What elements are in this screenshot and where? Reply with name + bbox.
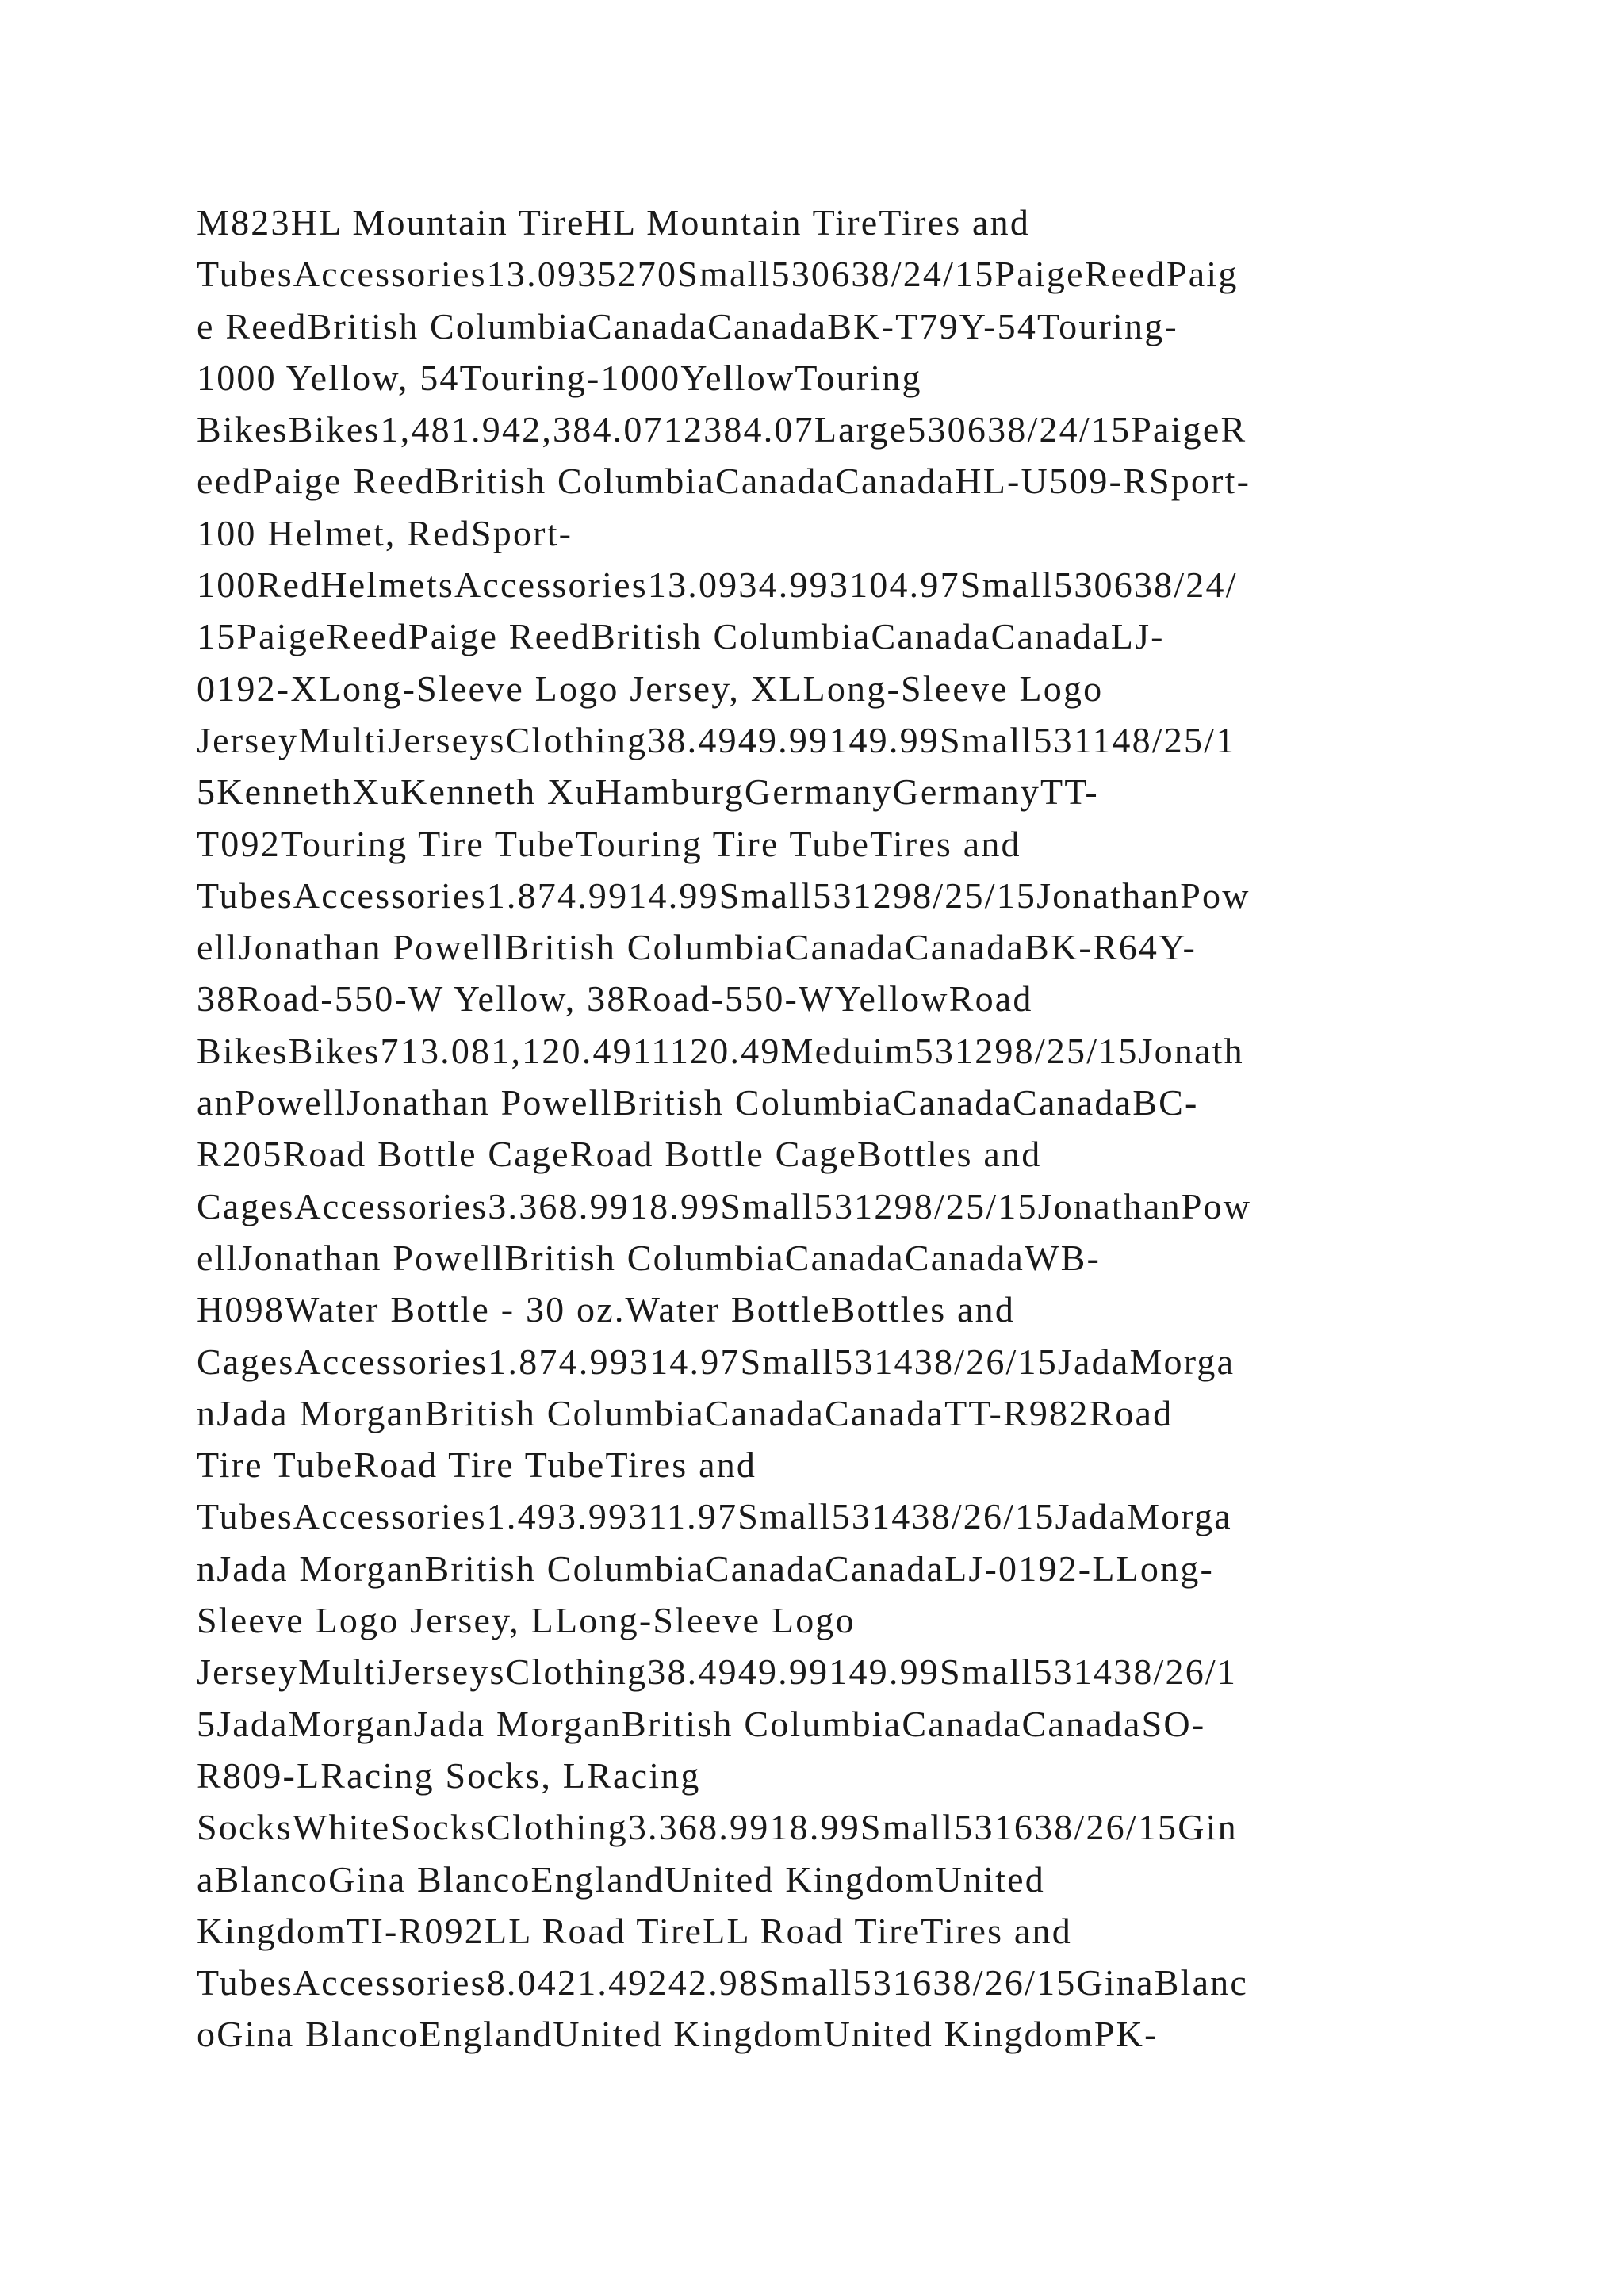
- text-line: Sleeve Logo Jersey, LLong-Sleeve Logo: [197, 1600, 856, 1641]
- text-line: SocksWhiteSocksClothing3.368.9918.99Small531638/26/15Gin: [197, 1807, 1238, 1848]
- text-line: ellJonathan PowellBritish ColumbiaCanadaCanadaWB-: [197, 1237, 1101, 1278]
- text-line: KingdomTI-R092LL Road TireLL Road TireTires and: [197, 1910, 1072, 1951]
- text-line: CagesAccessories3.368.9918.99Small531298/25/15JonathanPow: [197, 1185, 1252, 1226]
- text-line: eedPaige ReedBritish ColumbiaCanadaCanadaHL-U509-RSport-: [197, 461, 1251, 502]
- text-line: 38Road-550-W Yellow, 38Road-550-WYellowRoad: [197, 978, 1033, 1020]
- text-line: 0192-XLong-Sleeve Logo Jersey, XLLong-Sleeve Logo: [197, 668, 1104, 709]
- text-line: TubesAccessories1.874.9914.99Small531298/25/15JonathanPow: [197, 874, 1251, 916]
- text-line: T092Touring Tire TubeTouring Tire TubeTires and: [197, 823, 1021, 864]
- text-line: Tire TubeRoad Tire TubeTires and: [197, 1445, 757, 1486]
- text-line: TubesAccessories8.0421.49242.98Small531638/26/15GinaBlanc: [197, 1962, 1249, 2003]
- text-line: JerseyMultiJerseysClothing38.4949.99149.99Small531148/25/1: [197, 719, 1236, 760]
- text-line: anPowellJonathan PowellBritish ColumbiaCanadaCanadaBC-: [197, 1082, 1199, 1123]
- text-line: nJada MorganBritish ColumbiaCanadaCanadaTT-R982Road: [197, 1392, 1174, 1433]
- text-line: 100 Helmet, RedSport-: [197, 512, 573, 553]
- text-line: TubesAccessories1.493.99311.97Small531438/26/15JadaMorga: [197, 1496, 1232, 1537]
- text-line: H098Water Bottle - 30 oz.Water BottleBottles and: [197, 1289, 1016, 1330]
- text-line: BikesBikes1,481.942,384.0712384.07Large530638/24/15PaigeR: [197, 409, 1247, 450]
- text-line: M823HL Mountain TireHL Mountain TireTires and: [197, 202, 1031, 243]
- text-line: e ReedBritish ColumbiaCanadaCanadaBK-T79Y-54Touring-: [197, 305, 1178, 346]
- text-line: R809-LRacing Socks, LRacing: [197, 1755, 701, 1796]
- text-line: 100RedHelmetsAccessories13.0934.993104.97Small530638/24/: [197, 564, 1238, 606]
- text-line: ellJonathan PowellBritish ColumbiaCanadaCanadaBK-R64Y-: [197, 927, 1197, 968]
- text-line: oGina BlancoEnglandUnited KingdomUnited KingdomPK-: [197, 2014, 1159, 2055]
- text-line: TubesAccessories13.0935270Small530638/24/15PaigeReedPaig: [197, 254, 1239, 295]
- text-line: nJada MorganBritish ColumbiaCanadaCanadaLJ-0192-LLong-: [197, 1548, 1215, 1589]
- text-line: 1000 Yellow, 54Touring-1000YellowTouring: [197, 357, 922, 398]
- document-body-text: [197, 197, 1450, 2061]
- text-line: aBlancoGina BlancoEnglandUnited KingdomUnited: [197, 1858, 1045, 1900]
- text-line: 5KennethXuKenneth XuHamburgGermanyGermanyTT-: [197, 771, 1099, 813]
- text-line: 15PaigeReedPaige ReedBritish ColumbiaCanadaCanadaLJ-: [197, 616, 1165, 657]
- text-line: CagesAccessories1.874.99314.97Small531438/26/15JadaMorga: [197, 1341, 1235, 1382]
- text-line: BikesBikes713.081,120.4911120.49Meduim531298/25/15Jonath: [197, 1030, 1244, 1071]
- text-line: JerseyMultiJerseysClothing38.4949.99149.99Small531438/26/1: [197, 1651, 1238, 1693]
- text-line: R205Road Bottle CageRoad Bottle CageBottles and: [197, 1134, 1042, 1175]
- text-line: 5JadaMorganJada MorganBritish ColumbiaCanadaCanadaSO-: [197, 1703, 1206, 1744]
